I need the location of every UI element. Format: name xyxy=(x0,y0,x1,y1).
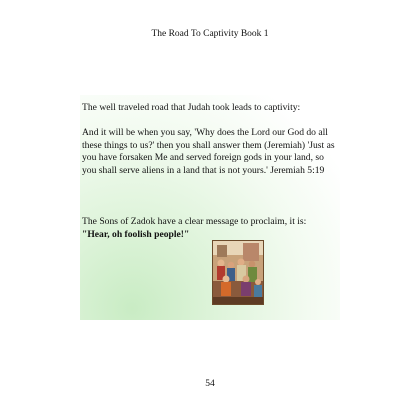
illustration-art xyxy=(213,241,263,304)
running-head: The Road To Captivity Book 1 xyxy=(151,29,269,39)
proclamation-text: "Hear, oh foolish people!" xyxy=(82,229,190,240)
scripture-quote: And it will be when you say, 'Why does the Lord our God do all these things to us?' then you shall answer them (Jeremiah) 'Just as you have forsaken Me and served foreign gods in your land, so you shall serve aliens in a land that is not yours.' Jeremiah 5:19 xyxy=(82,127,335,176)
content-panel xyxy=(80,95,340,320)
crowd-scene-illustration xyxy=(212,240,264,305)
sons-of-zadok-text: The Sons of Zadok have a clear message to proclaim, it is: xyxy=(82,216,307,227)
intro-text: The well traveled road that Judah took leads to captivity: xyxy=(82,102,301,113)
page-number: 54 xyxy=(205,379,215,389)
